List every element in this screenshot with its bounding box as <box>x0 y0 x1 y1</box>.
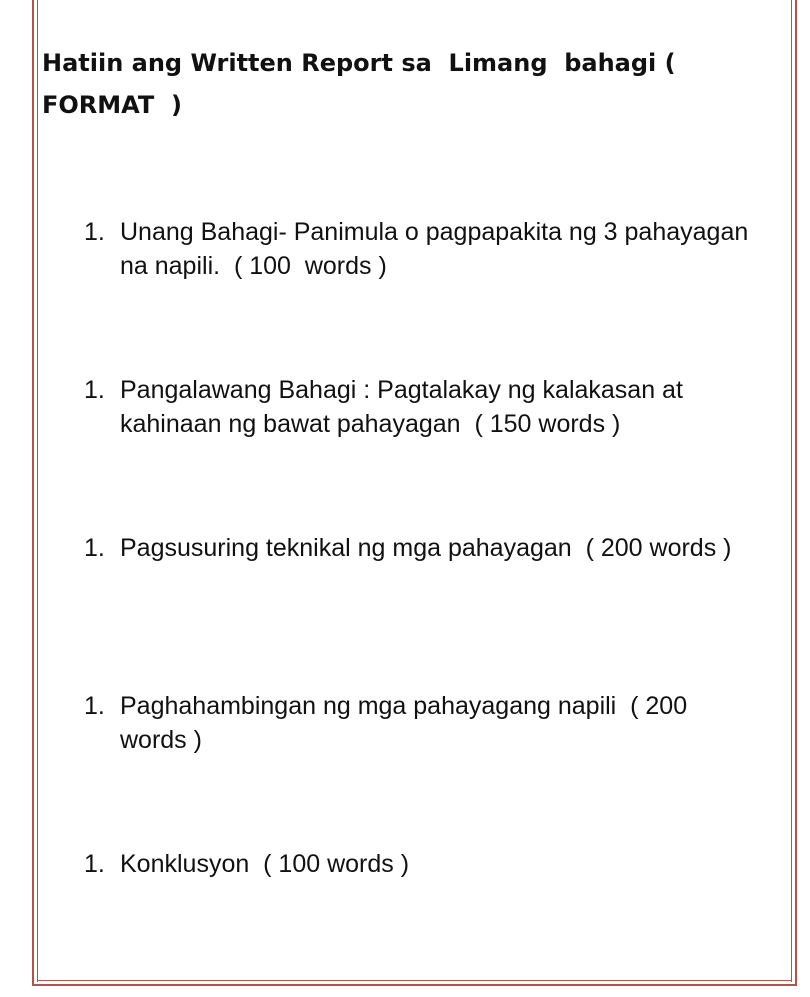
list-item-number: 1. <box>84 376 105 404</box>
heading-line-1: Hatiin ang Written Report sa Limang bahagi ( <box>42 49 676 77</box>
page-border-bottom-outer <box>32 984 797 986</box>
list-item-second-part <box>84 373 790 441</box>
list-item-text-line-1: Unang Bahagi- Panimula o pagpapakita ng 3 pahayagan <box>120 218 749 246</box>
list-item-fourth-part <box>84 689 790 757</box>
list-item-text-line-2: words ) <box>120 726 202 754</box>
page-border-right-inner <box>791 0 792 982</box>
list-item-fifth-part <box>84 847 790 881</box>
list-item-text-line-1: Pangalawang Bahagi : Pagtalakay ng kalakasan at <box>120 376 683 404</box>
page-border-bottom-inner <box>37 980 792 981</box>
document-heading <box>42 42 782 126</box>
list-item-number: 1. <box>84 218 105 246</box>
list-item-number: 1. <box>84 692 105 720</box>
list-item-number: 1. <box>84 534 105 562</box>
list-item-text-line-1: Paghahambingan ng mga pahayagang napili ( 200 <box>120 692 688 720</box>
list-item-text <box>120 373 790 441</box>
list-item-text-line-2: na napili. ( 100 words ) <box>120 252 387 280</box>
list-item-third-part <box>84 531 790 565</box>
list-item-text <box>120 531 790 565</box>
list-item-first-part <box>84 215 790 283</box>
list-item-text <box>120 847 790 881</box>
list-item-text-line-1: Konklusyon ( 100 words ) <box>120 850 410 878</box>
list-item-text <box>120 215 790 283</box>
list-item-text-line-2: kahinaan ng bawat pahayagan ( 150 words ) <box>120 410 621 438</box>
list-item-text <box>120 689 790 757</box>
list-item-number: 1. <box>84 850 105 878</box>
heading-line-2: FORMAT ) <box>42 91 182 119</box>
page-border-left-inner <box>37 0 38 982</box>
list-item-text-line-1: Pagsusuring teknikal ng mga pahayagan ( 200 words ) <box>120 534 732 562</box>
page-border-right-outer <box>795 0 797 986</box>
page-border-left-outer <box>32 0 34 986</box>
